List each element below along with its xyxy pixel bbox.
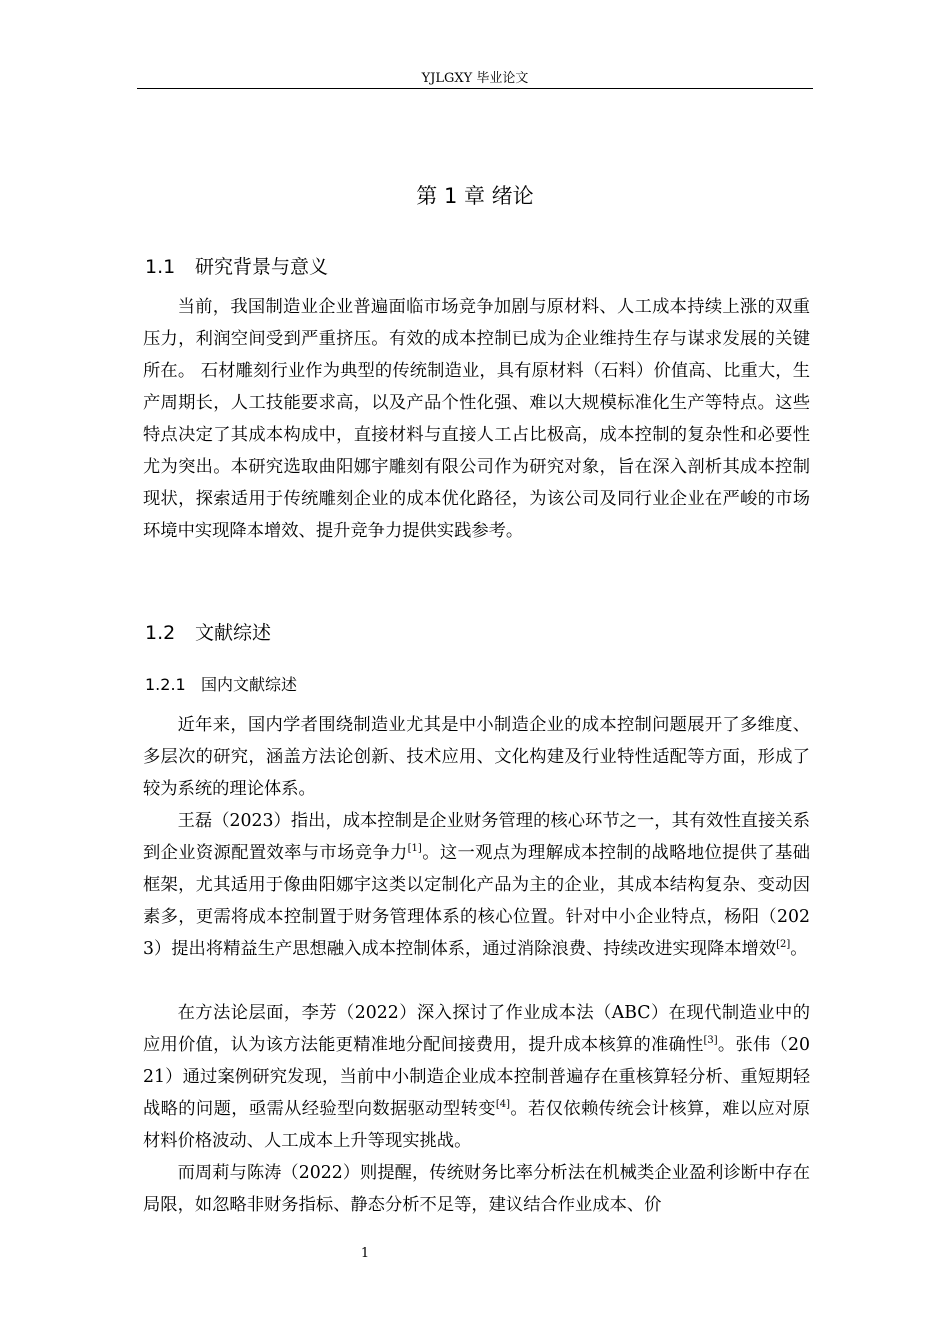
header-rule <box>137 88 813 89</box>
section-heading-1-2-1 <box>145 673 297 697</box>
paragraph-text: 。这一观点为理解成本控制的战略地位提供了基础框架，尤其适用于像曲阳娜宇这类以定制化产品为主的企业，其成本结构复杂、变动因素多，更需将成本控制置于财务管理体系的核心位置。针对中小企业特点，杨阳（2023）提出将精益生产思想融入成本控制体系，通过消除浪费、持续改进实现降本增效 <box>143 843 810 959</box>
citation-ref: [2] <box>776 939 791 951</box>
section-title: 文献综述 <box>195 622 272 644</box>
citation-ref: [1] <box>407 843 422 855</box>
paragraph-text: 。 <box>790 939 808 959</box>
section-number: 1.2.1 <box>145 675 186 694</box>
section-heading-1-1 <box>145 253 328 281</box>
paragraph-methodology <box>143 997 810 1157</box>
paragraph-domestic-overview: 近年来，国内学者围绕制造业尤其是中小制造企业的成本控制问题展开了多维度、多层次的研究，涵盖方法论创新、技术应用、文化构建及行业特性适配等方面，形成了较为系统的理论体系。 <box>143 715 810 799</box>
citation-ref: [3] <box>703 1035 718 1047</box>
page-header: YJLGXY 毕业论文 <box>421 71 529 86</box>
paragraph-background: 当前，我国制造业企业普遍面临市场竞争加剧与原材料、人工成本持续上涨的双重压力，利润空间受到严重挤压。有效的成本控制已成为企业维持生存与谋求发展的关键所在。 石材雕刻行业作为典型的传统制造业，具有原材料（石料）价值高、比重大，生产周期长，人工技能要求高，以及产品个性化强、难以大规模标准化生产等特点。这些特点决定了其成本构成中，直接材料与直接人工占比极高，成本控制的复杂性和必要性尤为突出。本研究选取曲阳娜宇雕刻有限公司作为研究对象，旨在深入剖析其成本控制现状，探索适用于传统雕刻企业的成本优化路径，为该公司及同行业企业在严峻的市场环境中实现降本增效、提升竞争力提供实践参考。 <box>143 297 810 541</box>
section-heading-1-2 <box>145 619 271 647</box>
section-title: 研究背景与意义 <box>195 256 329 278</box>
page-number: 1 <box>360 1246 370 1261</box>
paragraph-zhou-chen: 而周莉与陈涛（2022）则提醒，传统财务比率分析法在机械类企业盈利诊断中存在局限，如忽略非财务指标、静态分析不足等，建议结合作业成本、价 <box>143 1163 810 1215</box>
paragraph-text: 在方法论层面，李芳（2022）深入探讨了作业成本法（ABC）在现代制造业中的应用价值，认为该方法能更精准地分配间接费用，提升成本核算的准确性 <box>143 1003 810 1055</box>
paragraph-text: 。若仅依赖传统会计核算，难以应对原材料价格波动、人工成本上升等现实挑战。 <box>143 1099 810 1151</box>
section-number: 1.2 <box>145 622 176 644</box>
citation-ref: [4] <box>495 1099 511 1111</box>
chapter-title: 第 1 章 绪论 <box>416 184 534 208</box>
paragraph-text: 王磊（2023）指出，成本控制是企业财务管理的核心环节之一，其有效性直接关系到企业资源配置效率与市场竞争力 <box>143 811 810 863</box>
paragraph-wang-lei <box>143 805 810 965</box>
section-title: 国内文献综述 <box>201 675 298 694</box>
section-number: 1.1 <box>145 256 176 278</box>
paragraph-text: 。张伟（2021）通过案例研究发现，当前中小制造企业成本控制普遍存在重核算轻分析、重短期轻战略的问题，亟需从经验型向数据驱动型转变 <box>143 1035 810 1119</box>
